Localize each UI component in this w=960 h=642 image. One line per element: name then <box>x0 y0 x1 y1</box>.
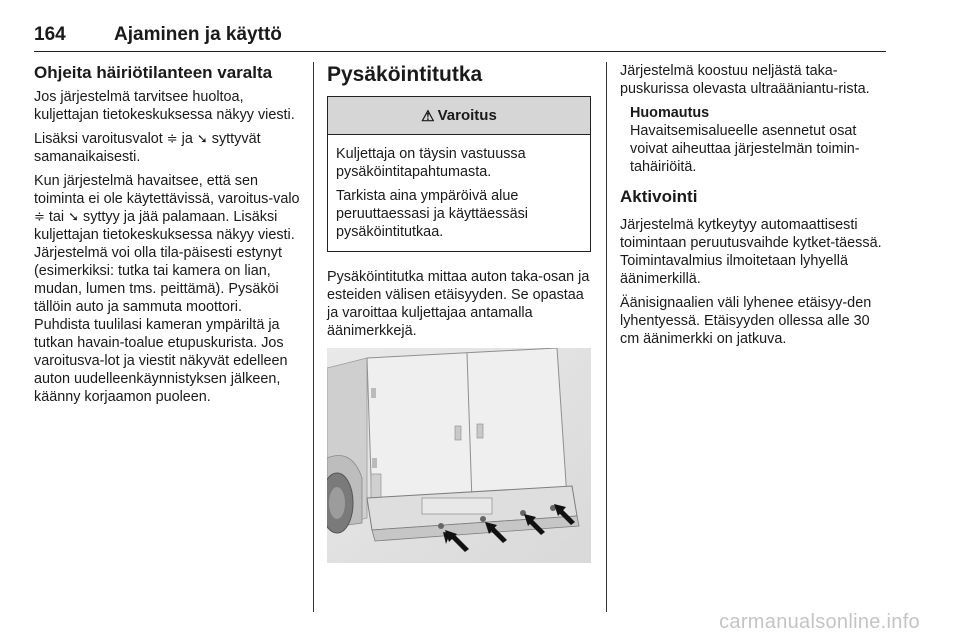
section-heading-troubleshooting: Ohjeita häiriötilanteen varalta <box>34 63 273 82</box>
paragraph: Äänisignaalien väli lyhenee etäisyy-den lyhentyessä. Etäisyyden ollessa alle 30 cm äänimerkki on jatkuva. <box>620 295 872 347</box>
column-divider <box>606 62 607 612</box>
warning-triangle-icon: ⚠ <box>421 107 435 125</box>
paragraph: Järjestelmä koostuu neljästä taka-puskurissa olevasta ultraääniantu-rista. <box>620 63 870 97</box>
column-divider <box>313 62 314 612</box>
column-1 <box>34 62 300 412</box>
parking-sensor-warning-icon: ≑ <box>166 131 178 146</box>
paragraph: Jos järjestelmä tarvitsee huoltoa, kuljettajan tietokeskuksessa näkyy viesti. <box>34 89 295 123</box>
text-run: syttyvät samanaikaisesti. <box>34 131 261 165</box>
paragraph: Pysäköintitutka mittaa auton taka-osan ja esteiden välisen etäisyyden. Se opastaa ja varoittaa kuljettajaa antamalla äänimerkkejä. <box>327 269 590 339</box>
paragraph: Järjestelmä kytkeytyy automaattisesti toimintaan peruutusvaihde kytket-täessä. Toimintavalmius ilmoitetaan lyhyellä äänimerkillä. <box>620 217 882 287</box>
warning-paragraph: Tarkista aina ympäröivä alue peruuttaessasi ja käyttäessäsi pysäköintitutkaa. <box>336 188 528 240</box>
text-run: syttyy ja jää palamaan. Lisäksi kuljettajan tietokeskuksessa näkyy viesti. Järjestelmä voi olla tila-päisesti estynyt (esimerkiksi: tutka tai kamera on lian, mudan, lumen tms. peittämä). Pysäköi tällöin auto ja sammuta moottori. Puhdista tuulilasi kameran ympäriltä ja tutkan havain-toalue etupuskurista. Jos varoitusva-lot ja viestit näkyvät edelleen auton uudelleenkäynnistyksen jälkeen, käänny korjaamon puoleen. <box>34 209 295 405</box>
page-number: 164 <box>34 24 66 45</box>
text-run: Kun järjestelmä havaitsee, että sen toiminta ei ole käytettävissä, varoitus-valo <box>34 173 300 207</box>
vehicle-rear-sensor-illustration <box>327 348 591 563</box>
parking-sensor-warning-icon: ≑ <box>34 209 45 224</box>
note-title: Huomautus <box>630 105 710 121</box>
column-2 <box>327 62 593 568</box>
note-text: Havaitsemisalueelle asennetut osat voivat aiheuttaa järjestelmän toimin-tahäiriöitä. <box>630 123 860 175</box>
lane-departure-icon: ➘ <box>68 209 80 224</box>
warning-body <box>328 135 590 251</box>
paragraph <box>34 130 300 166</box>
warning-title: Varoitus <box>437 107 497 124</box>
watermark: carmanualsonline.info <box>719 611 920 633</box>
text-run: Lisäksi varoitusvalot <box>34 131 167 147</box>
text-run: tai <box>44 209 69 225</box>
paragraph <box>34 172 300 406</box>
note-block <box>620 104 888 176</box>
warning-paragraph: Kuljettaja on täysin vastuussa pysäköintitapahtumasta. <box>336 146 526 180</box>
page-title: Ajaminen ja käyttö <box>114 24 282 45</box>
warning-box <box>327 96 591 252</box>
text-run: ja <box>177 131 197 147</box>
section-heading-activation: Aktivointi <box>620 187 698 206</box>
warning-header <box>328 97 590 135</box>
section-heading-parking-radar: Pysäköintitutka <box>327 63 483 86</box>
column-3 <box>620 62 888 354</box>
page-header <box>34 18 886 52</box>
lane-departure-icon: ➘ <box>196 131 208 146</box>
